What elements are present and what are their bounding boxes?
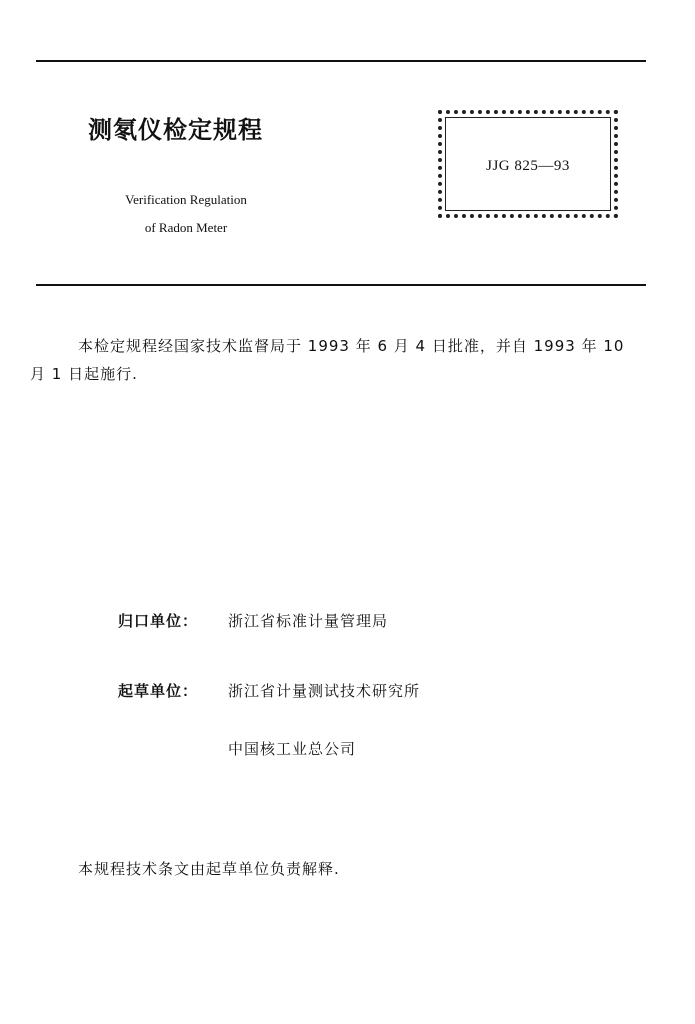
- regulation-code-box: [438, 110, 618, 218]
- interpretation-note: 本规程技术条文由起草单位负责解释.: [78, 860, 340, 878]
- bottom-rule: [36, 284, 646, 286]
- title-english-line-2: of Radon Meter: [144, 220, 228, 235]
- regulation-code: JJG 825—93: [486, 158, 570, 174]
- drafting-unit-label: 起草单位：: [118, 682, 199, 700]
- responsible-unit-row: [118, 610, 388, 631]
- approval-statement: 本检定规程经国家技术监督局于 1993 年 6 月 4 日批准，并自 1993 年 10 月 1 日起施行.: [30, 337, 625, 383]
- responsible-unit-label: 归口单位：: [118, 612, 199, 630]
- title-english-line-1: Verification Regulation: [125, 192, 247, 207]
- top-rule: [36, 60, 646, 62]
- drafting-unit-value-2: 中国核工业总公司: [228, 740, 357, 758]
- drafting-unit-row: [118, 680, 420, 701]
- title-chinese: 测氡仪检定规程: [88, 116, 263, 144]
- drafting-unit-value-1: 浙江省计量测试技术研究所: [228, 682, 421, 700]
- drafting-unit-row-2: [228, 738, 356, 759]
- responsible-unit-value: 浙江省标准计量管理局: [228, 612, 389, 630]
- title-english: [88, 186, 284, 242]
